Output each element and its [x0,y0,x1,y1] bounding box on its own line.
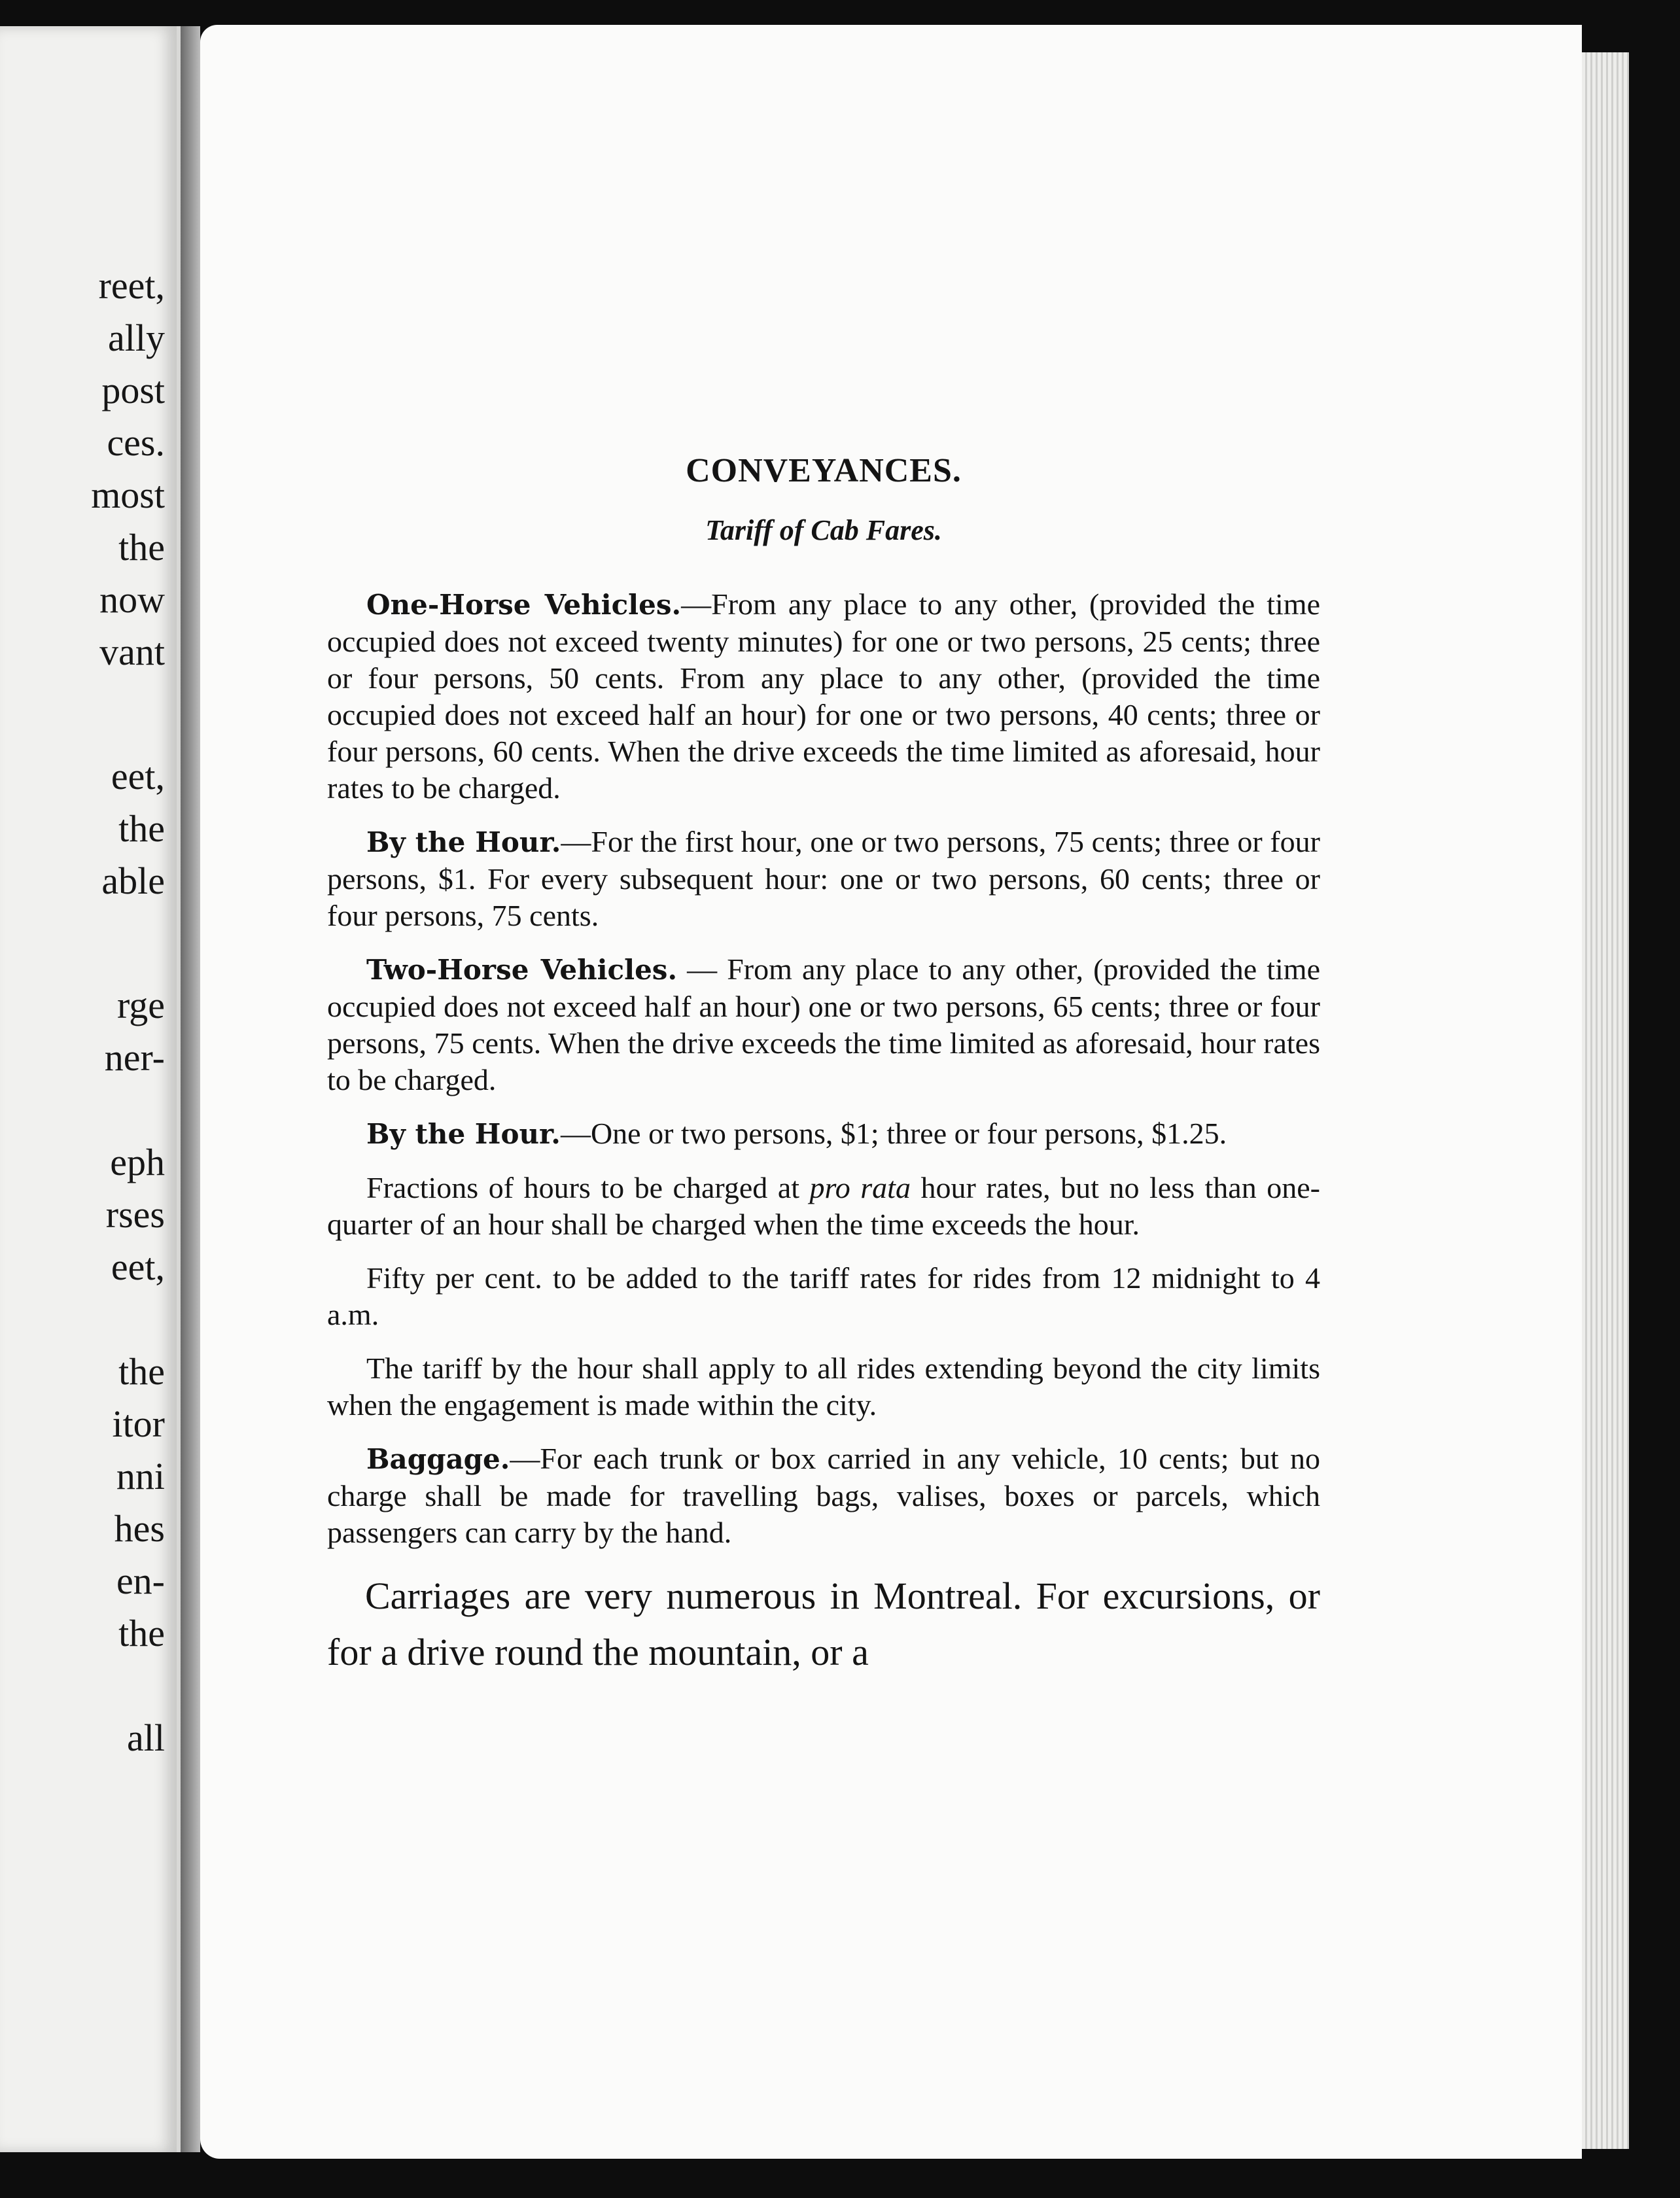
page-edges [1582,52,1629,2149]
left-page-fragment: en- [116,1560,165,1602]
heading-one-horse: One-Horse Vehicles. [366,589,682,621]
left-page-fragment: now [99,578,165,621]
left-page-fragment: itor [112,1403,165,1445]
book-gutter [181,26,200,2152]
paragraph-city-limits [327,1350,1320,1423]
left-page-fragment: vant [99,631,165,673]
paragraph-baggage [327,1440,1320,1551]
paragraph-one-horse [327,586,1320,807]
left-page-fragment: the [118,1350,165,1393]
article [327,451,1320,1698]
text-fractions-a: Fractions of hours to be charged at [366,1171,810,1204]
page-subtitle: Tariff of Cab Fares. [705,514,942,546]
text-fractions-b: hour rates, but no less than one-quarter of an hour shall be charged when the time exceeds the hour. [327,1171,1320,1241]
text-one-horse: —From any place to any other, (provided the time occupied does not exceed twenty minutes) for one or two persons, 25 cents; three or four persons, 50 cents. From any place to any other, (provided the time occupied does not exceed half an hour) for one or two persons, 40 cents; three or four persons, 60 cents. When the drive exceeds the time limited as aforesaid, hour rates to be charged. [327,587,1320,805]
left-page-fragment: post [101,369,165,411]
left-page-fragment: eet, [111,1246,165,1288]
text-by-hour-2: —One or two persons, $1; three or four persons, $1.25. [560,1117,1227,1150]
left-page-fragment: all [127,1717,165,1759]
text-city-limits: The tariff by the hour shall apply to all rides extending beyond the city limits when the engagement is made within the city. [327,1352,1320,1422]
text-pro-rata: pro rata [809,1171,911,1204]
heading-by-hour-1: By the Hour. [366,826,561,858]
page-title: CONVEYANCES. [686,452,962,489]
left-page-fragment: eet, [111,755,165,797]
heading-two-horse: Two-Horse Vehicles. [366,954,678,986]
text-carriages: Carriages are very numerous in Montreal. For excursions, or for a drive round the mountain, or a [327,1575,1320,1673]
left-page-fragment: reet, [98,264,165,307]
left-page-fragment: ces. [107,421,165,464]
left-page-fragment: most [91,474,165,516]
heading-baggage: Baggage. [366,1443,510,1475]
left-page-fragment: rge [116,984,165,1026]
left-page-fragment: ner- [104,1036,165,1079]
left-page-fragment: the [118,526,165,568]
text-two-horse: — From any place to any other, (provided the time occupied does not exceed half an hour) one or two persons, 65 cents; three or four persons, 75 cents. When the drive exceeds the time limited as aforesaid, hour rates to be charged. [327,952,1320,1096]
paragraph-carriages [327,1568,1320,1681]
left-page-fragment: able [101,860,165,902]
left-page-fragment: rses [105,1193,165,1236]
paragraph-by-hour-1 [327,824,1320,934]
paragraph-fifty-percent [327,1260,1320,1333]
text-by-hour-1: —For the first hour, one or two persons, 75 cents; three or four persons, $1. For every subsequent hour: one or two persons, 60 cents; three or four persons, 75 cents. [327,825,1320,932]
left-page-fragment: nni [116,1455,165,1497]
left-page-fragment: the [118,807,165,850]
paragraph-by-hour-2 [327,1115,1320,1153]
left-page-fragment: ally [108,317,165,359]
left-page-fragment: eph [110,1141,165,1183]
paragraph-two-horse [327,951,1320,1098]
heading-by-hour-2: By the Hour. [366,1118,561,1150]
text-fifty-percent: Fifty per cent. to be added to the tariff rates for rides from 12 midnight to 4 a.m. [327,1261,1320,1331]
left-page-fragment: hes [114,1507,165,1550]
text-baggage: —For each trunk or box carried in any vehicle, 10 cents; but no charge shall be made for travelling bags, valises, boxes or parcels, which passengers can carry by the hand. [327,1442,1320,1549]
paragraph-fractions [327,1170,1320,1243]
left-page-fragment: the [118,1612,165,1654]
left-page [0,26,181,2152]
